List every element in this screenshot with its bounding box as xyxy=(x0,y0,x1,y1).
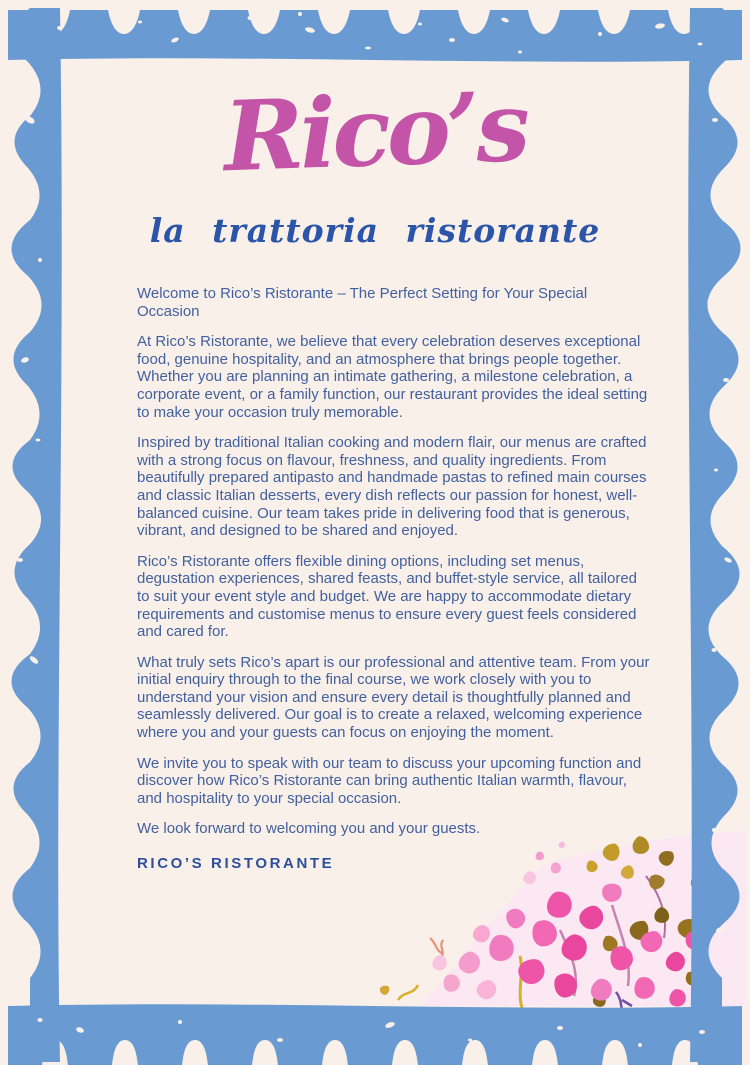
paragraph-closing: We look forward to welcoming you and your guests. xyxy=(137,820,481,838)
paragraph-invitation: We invite you to speak with our team to discuss your upcoming function and discover how Rico’s Ristorante can bring authentic Italian warmth, flavour, and hospitality to your special occasion. xyxy=(137,754,642,807)
paragraph-celebrations: At Rico’s Ristorante, we believe that every celebration deserves exceptional food, genuine hospitality, and an atmosphere that brings people together. Whether you are planning an intimate gathering, a milestone celebration, a corporate event, or a family function, our restaurant provides the ideal setting to make your occasion truly memorable. xyxy=(137,333,648,421)
restaurant-logo: Rico’s xyxy=(221,69,528,194)
paragraph-cuisine: Inspired by traditional Italian cooking and modern flair, our menus are crafted with a strong focus on flavour, freshness, and quality ingredients. From beautifully prepared antipasto and handmade pastas to refined main courses and classic Italian desserts, every dish reflects our passion for honest, well-balanced cuisine. Our team takes pride in delivering food that is generous, vibrant, and designed to be shared and enjoyed. xyxy=(137,434,647,540)
restaurant-tagline: la trattoria ristorante xyxy=(149,211,601,250)
welcome-heading: Welcome to Rico’s Ristorante – The Perfect Setting for Your Special Occasion xyxy=(137,285,588,320)
welcome-letter xyxy=(137,285,653,886)
signature: RICO’S RISTORANTE xyxy=(137,855,335,873)
paragraph-team: What truly sets Rico’s apart is our professional and attentive team. From your initial enquiry through to the final course, we work closely with you to understand your vision and ensure every detail is thoughtfully planned and seamlessly delivered. Our goal is to create a relaxed, welcoming experience where you and your guests can focus on enjoying the moment. xyxy=(137,653,650,742)
paragraph-dining-options: Rico’s Ristorante offers flexible dining options, including set menus, degustation experiences, shared feasts, and buffet-style service, all tailored to suit your event style and budget. We are happy to accommodate dietary requirements and customise menus to ensure every guest feels considered and cared for. xyxy=(137,552,638,641)
